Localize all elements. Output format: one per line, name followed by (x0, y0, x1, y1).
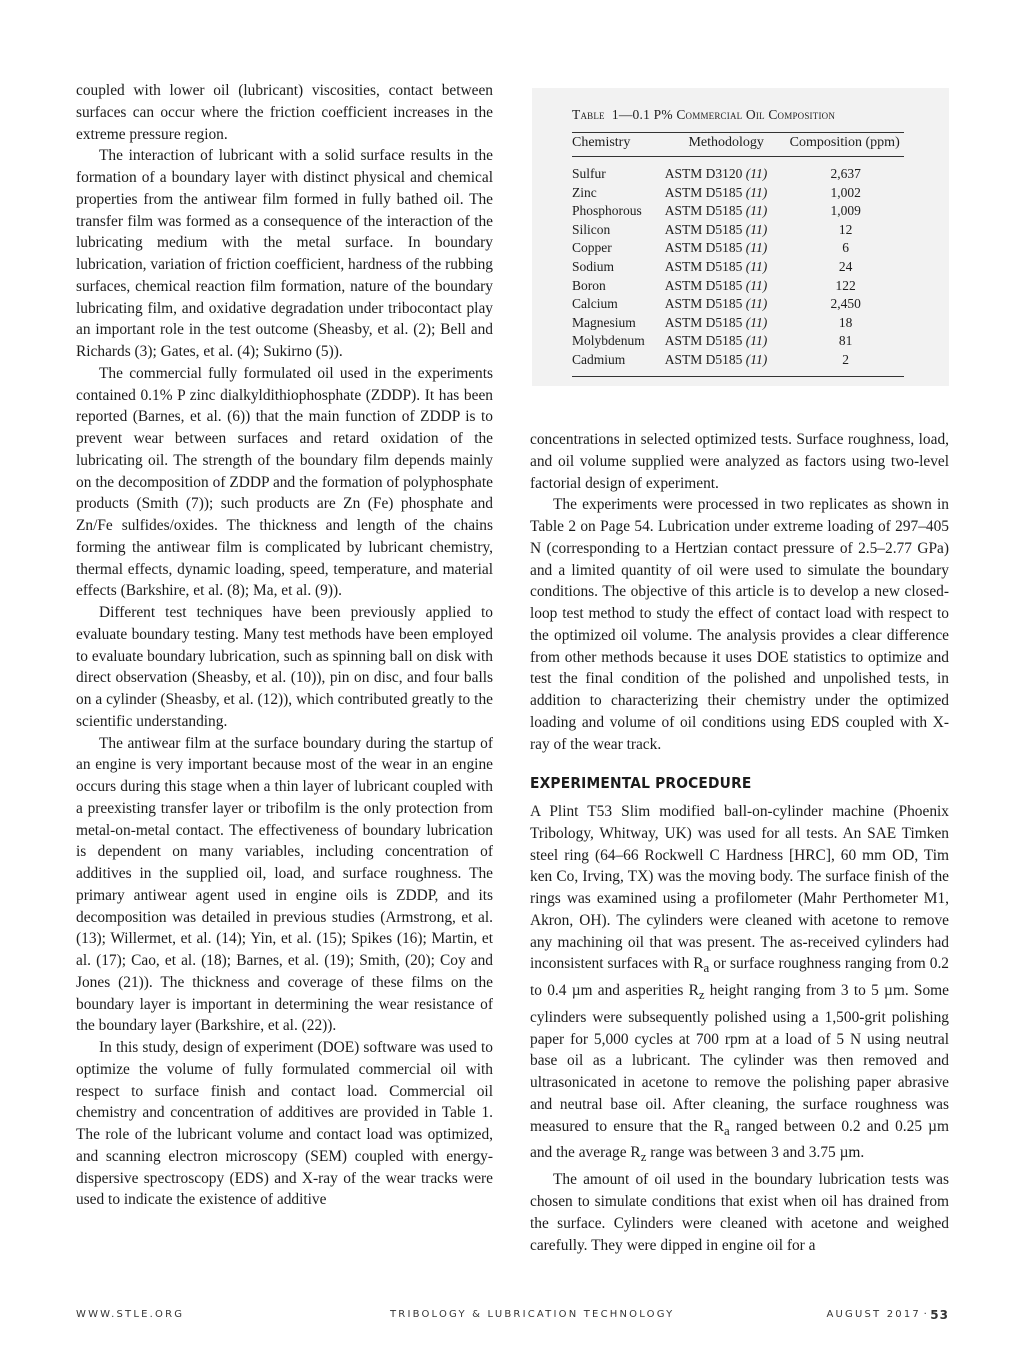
table-caption: 1—0.1 P% Commercial Oil Composition (611, 107, 836, 122)
section-heading: EXPERIMENTAL PROCEDURE (530, 774, 752, 793)
right-column (530, 429, 949, 1256)
cell-chemistry: Cadmium (572, 351, 626, 367)
table-header-row (572, 132, 904, 157)
cell-methodology: ASTM D5185 (11) (664, 258, 768, 274)
cell-composition: 81 (838, 333, 853, 349)
cell-methodology: ASTM D5185 (11) (664, 203, 768, 219)
paragraph: The experiments were processed in two replicates as shown in Table 2 on Page 54. Lubrication under extreme loading of 297–405 N (corresponding to a Hertzian contact pressure of 2.5–2.77 GPa) and a limited quantity of oil were used to simulate the boundary conditions. The objective of this article is to develop a new closed-loop test method to study the effect of contact load with respect to the optimized oil volume. The analysis provides a clear difference from other methods because it uses DOE statistics to optimize and test the final condition of the polished and unpolished tests, in addition to characterizing their chemistry under the optimized loading and volume of oil conditions using EDS coupled with X-ray of the wear track. (530, 496, 949, 753)
cell-chemistry: Copper (572, 240, 612, 256)
table-row (572, 277, 904, 296)
cell-composition: 12 (838, 221, 853, 237)
cell-methodology: ASTM D5185 (11) (664, 221, 768, 237)
table-row (572, 184, 904, 203)
cell-composition: 1,002 (830, 184, 861, 200)
table-grid (572, 132, 904, 377)
cell-methodology: ASTM D5185 (11) (664, 296, 768, 312)
paragraph: concentrations in selected optimized tests. Surface roughness, load, and oil volume supplied were analyzed as factors using two-level factorial design of experiment. (530, 431, 949, 492)
table-row (572, 239, 904, 258)
cell-composition: 6 (842, 240, 850, 256)
cell-chemistry: Zinc (572, 184, 597, 200)
footer-issue-date: AUGUST 2017 (826, 1309, 921, 1320)
cell-composition: 24 (838, 258, 853, 274)
cell-chemistry: Sodium (572, 258, 615, 274)
cell-chemistry: Silicon (572, 221, 611, 237)
cell-composition: 2 (842, 351, 850, 367)
table-row (572, 314, 904, 333)
cell-methodology: ASTM D5185 (11) (664, 333, 768, 349)
table-row (572, 165, 904, 184)
paragraph: In this study, design of experiment (DOE) software was used to optimize the volume of fully formulated commercial oil with respect to surface finish and contact load. Commercial oil chemistry and concentration of additives are provided in Table 1. The role of the lubricant volume and contact load was optimized, and scanning electron microscopy (SEM) coupled with energy-dispersive spectroscopy (EDS) and X-ray of the wear tracks were used to indicate the existence of additive (76, 1039, 493, 1209)
table-row (572, 202, 904, 221)
cell-chemistry: Sulfur (572, 166, 606, 181)
cell-chemistry: Calcium (572, 296, 618, 312)
table-row (572, 221, 904, 240)
cell-methodology: ASTM D5185 (11) (664, 314, 768, 330)
paragraph: The amount of oil used in the boundary lubrication tests was chosen to simulate conditions that exist when oil has drained from the surface. Cylinders were cleaned with acetone and weighed carefully. They were dipped in engine oil for a (530, 1171, 949, 1254)
footer-separator: · (923, 1309, 929, 1320)
column-header-composition: Composition (ppm) (789, 135, 900, 150)
cell-chemistry: Magnesium (572, 314, 636, 330)
cell-chemistry: Phosphorous (572, 203, 642, 219)
cell-composition: 122 (835, 277, 856, 293)
cell-chemistry: Boron (572, 277, 606, 293)
table-1 (532, 88, 949, 386)
paragraph: The commercial fully formulated oil used in the experiments contained 0.1% P zinc dialkyldithiophosphate (ZDDP). It has been reported (Barnes, et al. (6)) that the main function of ZDDP is to prevent wear between surfaces and retard oxidation of the lubricating oil. The strength of the boundary film depends mainly on the decomposition of ZDDP and the formation of polyphosphate products (Smith (7)); such products are Zn (Fe) phosphate and Zn/Fe sulfides/oxides. The thickness and length of the chains forming the antiwear film is complicated by lubricant chemistry, thermal effects, dynamic loading, speed, temperature, and material effects (Barkshire, et al. (8); Ma, et al. (9)). (76, 364, 493, 600)
cell-composition: 1,009 (830, 203, 861, 219)
footer-journal-name: TRIBOLOGY & LUBRICATION TECHNOLOGY (390, 1309, 675, 1320)
cell-methodology: ASTM D3120 (11) (664, 166, 768, 181)
paragraph: The interaction of lubricant with a solid surface results in the formation of a boundary layer with distinct physical and chemical properties from the antiwear film formed in fully bathed oil. The transfer film was formed as a consequence of the interaction of the lubricating medium with the metal surface. In boundary lubrication, variation of friction coefficient, hardness of the rubbing surfaces, chemical reaction film formation, nature of the boundary lubricating film, and oxidative degradation under tribocontact play an important role in the test outcome (Sheasby, et al. (2); Bell and Richards (3); Gates, et al. (4); Sukirno (5)). (76, 147, 493, 360)
paragraph: The antiwear film at the surface boundary during the startup of an engine is very important because most of the wear in an engine occurs during this stage when a thin layer of lubricant coupled with a preexisting transfer layer or tribofilm is the only protection from metal-on-metal contact. The effectiveness of boundary lubrication is dependent on many variables, including concentration of additives in the supplied oil, load, and surface roughness. The primary antiwear agent used in engine oils is ZDDP, and its decomposition was detailed in previous studies (Armstrong, et al. (13); Willermet, et al. (14); Yin, et al. (15); Spikes (16); Martin, et al. (17); Cao, et al. (18); Barnes, et al. (19); Smith, (20); Coy and Jones (21)). The thickness and coverage of these films on the boundary layer is important in determining the wear resistance of the boundary layer (Barkshire, et al. (22)). (76, 734, 493, 1035)
cell-methodology: ASTM D5185 (11) (664, 184, 768, 200)
cell-composition: 18 (838, 314, 853, 330)
table-body (572, 157, 904, 377)
left-column (76, 80, 493, 1211)
table-row (572, 258, 904, 277)
cell-methodology: ASTM D5185 (11) (664, 240, 768, 256)
page-number: 53 (930, 1308, 949, 1322)
table-row (572, 332, 904, 351)
cell-methodology: ASTM D5185 (11) (664, 277, 768, 293)
paragraph: Different test techniques have been previously applied to evaluate boundary testing. Many test methods have been employed to evaluate boundary lubrication, such as spinning ball on disk with direct observation (Sheasby, et al. (10)), pin on disc, and four balls on a cylinder (Sheasby, et al. (12)), which contributed greatly to the scientific understanding. (76, 604, 493, 730)
cell-composition: 2,637 (830, 166, 861, 181)
column-header-chemistry: Chemistry (572, 135, 631, 150)
table-row (572, 295, 904, 314)
cell-chemistry: Molybdenum (572, 333, 645, 349)
paragraph: coupled with lower oil (lubricant) viscosities, contact between surfaces can occur where the friction coefficient increases in the extreme pressure region. (76, 82, 493, 143)
cell-methodology: ASTM D5185 (11) (664, 351, 768, 367)
table-label: Table (572, 107, 605, 122)
table-title (572, 107, 835, 123)
table-row (572, 351, 904, 370)
footer-url[interactable]: WWW.STLE.ORG (76, 1309, 185, 1320)
column-header-methodology: Methodology (688, 135, 764, 150)
paragraph: A Plint T53 Slim modified ball-on-cylinder machine (Phoenix Tribology, Whitway, UK) was used for all tests. An SAE Timken steel ring (64–66 Rockwell C Hardness [HRC], 60 mm OD, Tim ken Co, Irving, TX) was the moving body. The surface finish of the rings was examined using a profilometer (Mahr Perthometer M1, Akron, OH). The cylinders were cleaned with acetone to remove any machining oil that was present. The as-received cylinders had inconsistent surfaces with $R_a$ or surface roughness ranging from 0.2 to 0.4 µm and asperities $R_z$ height ranging from 3 to 5 µm. Some cylinders were subsequently polished using a 1,500-grit polishing paper for 5,000 cycles at 700 rpm at a load of 5 N using neutral base oil as a lubricant. The cylinder was then removed and ultrasonicated in acetone to remove the polishing paper abrasive and neutral base oil. After cleaning, the surface roughness was measured to ensure that the $R_a$ ranged between 0.2 and 0.25 µm and the average $R_z$ range was between 3 and 3.75 µm. (530, 803, 950, 1165)
cell-composition: 2,450 (830, 296, 861, 312)
